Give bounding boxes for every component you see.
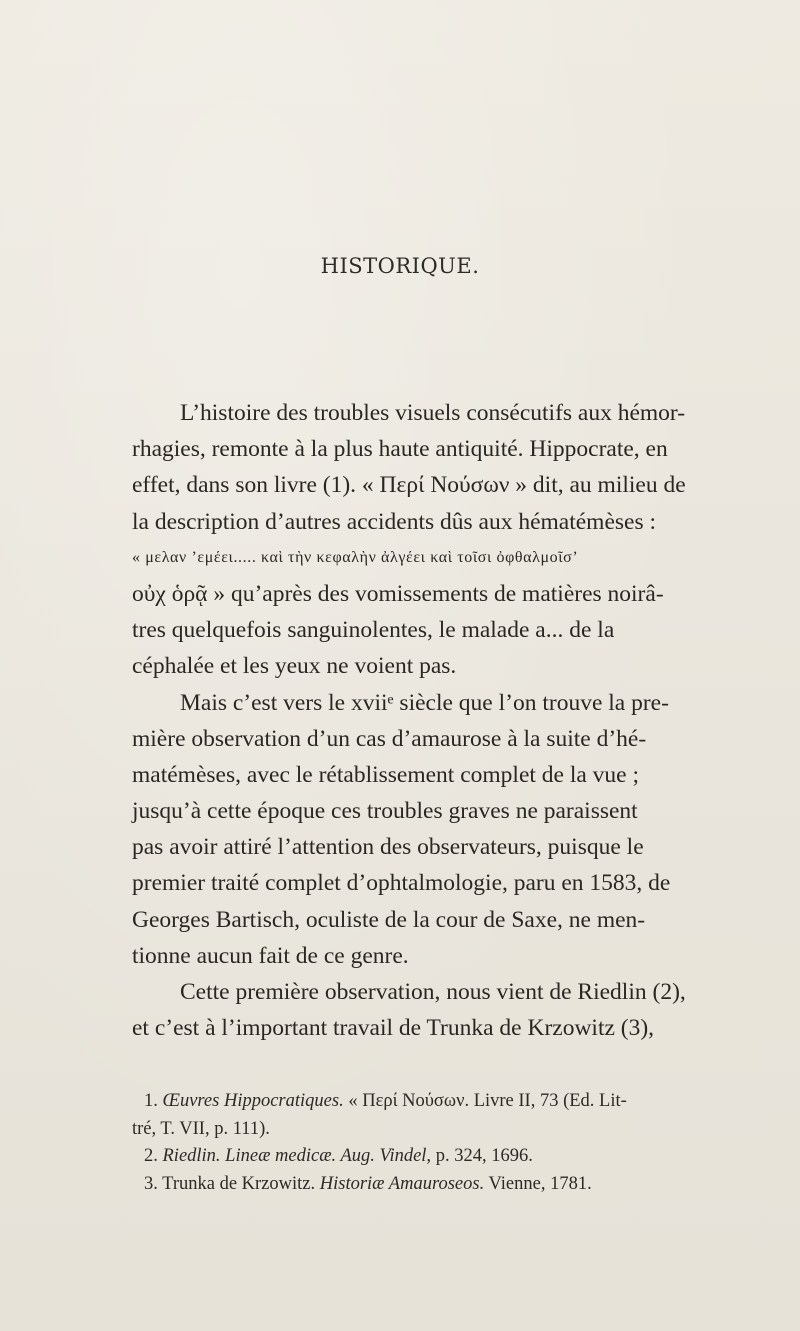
page-heading: HISTORIQUE.: [320, 254, 480, 278]
footnote-number: 2.: [144, 1146, 158, 1166]
text-line: [132, 793, 728, 829]
footnote-1-text: [132, 1088, 627, 1116]
text-line: [132, 865, 728, 901]
text-line-content: effet, dans son livre (1). « Περί Νούσων » dit, au milieu de: [132, 472, 686, 499]
text-line-content: la description d’autres accidents dûs aux hématémèses :: [132, 508, 656, 535]
text-line: [132, 829, 728, 865]
footnote-text: p. 324, 1696.: [435, 1146, 533, 1166]
text-line-content: L’histoire des troubles visuels consécutifs aux hémor-: [180, 400, 686, 426]
text-line: [132, 504, 728, 540]
text-line-content: premier traité complet d’ophtalmologie, paru en 1583, de: [132, 870, 671, 897]
text-line: [132, 431, 728, 467]
footnote-1-cont: [132, 1116, 728, 1144]
text-line-content: rhagies, remonte à la plus haute antiquité. Hippocrate, en: [132, 436, 668, 463]
footnotes: [132, 1088, 728, 1198]
footnote-title: Historiæ Amauroseos.: [319, 1173, 485, 1194]
text-line: [132, 938, 728, 974]
text-line: [132, 576, 728, 612]
text-line-content: οὐχ ὁρᾷ » qu’après des vomissements de matières noirâ-: [132, 580, 664, 607]
footnote-3-text: [132, 1171, 592, 1199]
footnote-title: Riedlin. Lineæ medicæ. Aug. Vindel,: [162, 1146, 432, 1166]
footnote-text: « Περί Νούσων. Livre II, 73 (Ed. Lit-: [348, 1091, 627, 1111]
text-line-content: « μελαν ’εμέει..... καὶ τὴν κεφαλὴν ἀλγέει καὶ τοῖσι ὀφθαλμοῖσ’: [132, 548, 579, 566]
text-line: [132, 1010, 728, 1046]
text-line: [132, 757, 728, 793]
footnote-number: 3.: [144, 1173, 158, 1194]
footnote-text: Vienne, 1781.: [488, 1173, 592, 1194]
text-line-content: Cette première observation, nous vient de Riedlin (2),: [180, 979, 686, 1005]
main-text: [132, 395, 728, 1046]
footnote-text: tré, T. VII, p. 111).: [132, 1118, 270, 1139]
text-line-greek: [132, 540, 728, 576]
text-line-content: tres quelquefois sanguinolentes, le malade a... de la: [132, 617, 615, 644]
text-line-content: jusqu’à cette époque ces troubles graves ne paraissent: [132, 798, 638, 825]
footnote-2: [132, 1143, 728, 1171]
text-line-content: céphalée et les yeux ne voient pas.: [132, 653, 457, 680]
footnote-number: 1.: [144, 1091, 158, 1111]
text-line: [132, 648, 728, 684]
text-line: [132, 902, 728, 938]
text-line: [132, 467, 728, 503]
text-line: [132, 395, 728, 431]
text-line-content: pas avoir attiré l’attention des observateurs, puisque le: [132, 834, 644, 861]
footnote-title: Œuvres Hippocratiques.: [162, 1091, 344, 1111]
footnote-3: [132, 1171, 728, 1199]
footnote-text: Trunka de Krzowitz.: [162, 1173, 316, 1194]
text-line: [132, 685, 728, 721]
text-line-content: mière observation d’un cas d’amaurose à la suite d’hé-: [132, 725, 647, 752]
text-line-content: et c’est à l’important travail de Trunka de Krzowitz (3),: [132, 1015, 655, 1042]
footnote-2-text: [132, 1143, 533, 1171]
text-line: [132, 612, 728, 648]
text-line: [132, 974, 728, 1010]
text-line-content: matémèses, avec le rétablissement complet de la vue ;: [132, 761, 640, 788]
text-line: [132, 721, 728, 757]
footnote-1: [132, 1088, 728, 1116]
text-line-content: tionne aucun fait de ce genre.: [132, 942, 409, 969]
text-line-content: Mais c’est vers le xviiᵉ siècle que l’on trouve la pre-: [180, 689, 669, 716]
text-line-content: Georges Bartisch, oculiste de la cour de Saxe, ne men-: [132, 906, 646, 933]
